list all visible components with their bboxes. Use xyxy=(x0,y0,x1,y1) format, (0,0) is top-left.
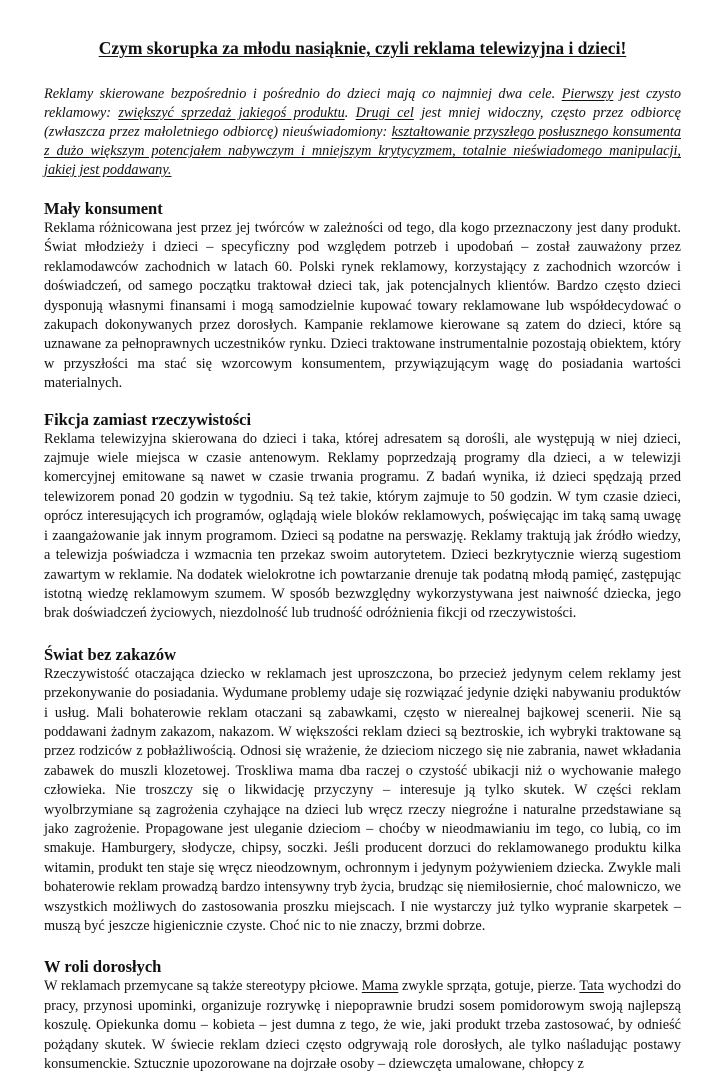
underlined-word-mama: Mama xyxy=(361,978,399,995)
section-heading-w-roli-doroslych: W roli dorosłych xyxy=(44,957,162,977)
lead-text-2: jest czysto reklamowy: xyxy=(44,86,681,121)
section-text-part-1: W reklamach przemycane są także stereotypy płciowe. xyxy=(44,978,362,995)
section-text-maly-konsument: Reklama różnicowana jest przez jej twórców w zależności od tego, dla kogo przeznaczony jest dany produkt. Świat młodzieży i dzieci – specyficzny pod względem potrzeb i upodobań – został zauważony przez reklamodawców zachodnich w latach 60. Polski rynek reklamowy, korzystający z zachodnich wzorców i doświadczeń, od samego początku traktował dzieci tak, jak potencjalnych klientów. Bardzo często dzieci dysponują własnymi finansami i mogą samodzielnie kupować towary reklamowane lub współdecydować o zakupach dokonywanych przez dorosłych. Kampanie reklamowe kierowane są zatem do dzieci, które są uznawane za pełnoprawnych uczestników rynku. Dzieci traktowane instrumentalnie pozostają obiektem, który w przyszłości ma stać się wzorcowym konsumentem, przywiązującym wagę do posiadania wartości materialnych. xyxy=(44,220,681,392)
lead-underline-3: Drugi cel xyxy=(355,105,414,121)
section-text-part-3: wychodzi do pracy, przynosi upominki, organizuje rozrywkę i niepoprawnie brudzi sosem pomidorowym swoją najlepszą koszulę. Opiekunka domu – kobieta – jest dumna z tego, że wie, jaki produkt trzeba zastosować, by odnieść pożądany skutek. W świecie reklam dzieci często odgrywają role dorosłych, ale tylko naśladując postawy konsumenckie. Sztucznie upozorowane na dojrzałe osoby – dziewczęta umalowane, chłopcy z xyxy=(44,978,681,1073)
section-heading-maly-konsument: Mały konsument xyxy=(44,199,163,218)
section-heading-swiat-bez-zakazow: Świat bez zakazów xyxy=(44,644,176,664)
lead-text-3: . xyxy=(344,105,356,121)
underlined-word-tata: Tata xyxy=(579,978,604,995)
section-text-swiat-bez-zakazow: Rzeczywistość otaczająca dziecko w reklamach jest uproszczona, bo przecież jedynym celem reklamy jest przekonywanie do posiadania. Wydumane problemy udaje się rozwiązać jedynie dzięki nabywaniu produktów i usług. Mali bohaterowie reklam otaczani są zabawkami, często w nierealnej bajkowej scenerii. Nie są poddawani żadnym zakazom, nakazom. W większości reklam dzieci są beztroskie, ich wybryki traktowane są przez rodziców z pobłażliwością. Odnosi się wrażenie, że dzieciom niczego się nie zabrania, nawet wkładania zabawek do muszli klozetowej. Troskliwa mama dba raczej o czystość ubikacji niż o wychowanie małego człowieka. Nie troszczy się o likwidację przyczyny – interesuje ją tylko skutek. W części reklam wyolbrzymiane są zagrożenia czyhające na dzieci lub wręcz rzeczy niegroźne i naturalne przedstawiane są jako zagrożenie. Propagowane jest uleganie dzieciom – choćby w nieodmawianiu im tego, co lubią, co im smakuje. Hamburgery, słodycze, chipsy, soczki. Jeśli producent dorzuci do reklamowanego produktu kilka witamin, produkt ten staje się wręcz nieodzownym, ochronnym i jedynym pożywieniem dziecka. Zwykle mali bohaterowie reklam prowadzą bardzo intensywny tryb życia, brudząc się niemiłosiernie, choć malowniczo, we wszystkich możliwych do zastosowania proszku miejscach. I nie wystarczy już tylko wypranie skarpetek – muszą być jeszcze higienicznie czyste. Choć nic to nie znaczy, brzmi dobrze. xyxy=(44,665,681,934)
section-heading-fikcja: Fikcja zamiast rzeczywistości xyxy=(44,409,252,429)
lead-underline-2: zwiększyć sprzedaż jakiegoś produktu xyxy=(118,105,345,121)
section-text-fikcja: Reklama telewizyjna skierowana do dzieci i taka, której adresatem są dorośli, ale występują w niej dzieci, zajmuje wiele miejsca w czasie antenowym. Reklamy poprzedzają programy dla dzieci, a w telewizji komercyjnej emitowane są nawet w czasie trwania programu. Z badań wynika, iż dzieci spędzają przed telewizorem ponad 20 godzin w tygodniu. Są też takie, którym zajmuje to 50 godzin. W tym czasie dzieci, oprócz interesujących ich programów, oglądają wiele bloków reklamowych, poświęcając im taką samą uwagę i zaangażowanie jak innym programom. Dzieci są podatne na perswazję. Reklamy traktują jak źródło wiedzy, a telewizja poświadcza i wzmacnia ten przekaz swoim autorytetem. Dzieci bezkrytycznie wierzą sugestiom zawartym w reklamie. Na dodatek wielokrotne ich powtarzanie drenuje tak podatną młodą pamięć, zastępując istotną wiedzę reklamowym szumem. W sposób bezwzględny wykorzystywana jest naiwność dziecka, jego brak doświadczeń życiowych, niezdolność lub trudność odróżnienia fikcji od rzeczywistości. xyxy=(44,430,681,622)
section-text-w-roli-doroslych xyxy=(44,977,681,1074)
lead-underline-4: kształtowanie przyszłego posłusznego konsumenta z dużo większym potencjałem nabywczym i mniejszym krytycyzmem, totalnie nieświadomego manipulacji, jakiej jest poddawany. xyxy=(44,124,681,178)
lead-paragraph xyxy=(44,85,681,180)
lead-underline-1: Pierwszy xyxy=(561,86,614,102)
document-title: Czym skorupka za młodu nasiąknie, czyli reklama telewizyjna i dzieci! xyxy=(98,38,627,58)
section-text-part-2: zwykle sprząta, gotuje, pierze. xyxy=(398,978,580,995)
lead-text-4: jest mniej widoczny, często przez odbiorcę (zwłaszcza przez małoletniego odbiorcę) nieuświadomiony: xyxy=(44,105,681,140)
lead-text-1: Reklamy skierowane bezpośrednio i pośrednio do dzieci mają co najmniej dwa cele. xyxy=(44,86,562,102)
